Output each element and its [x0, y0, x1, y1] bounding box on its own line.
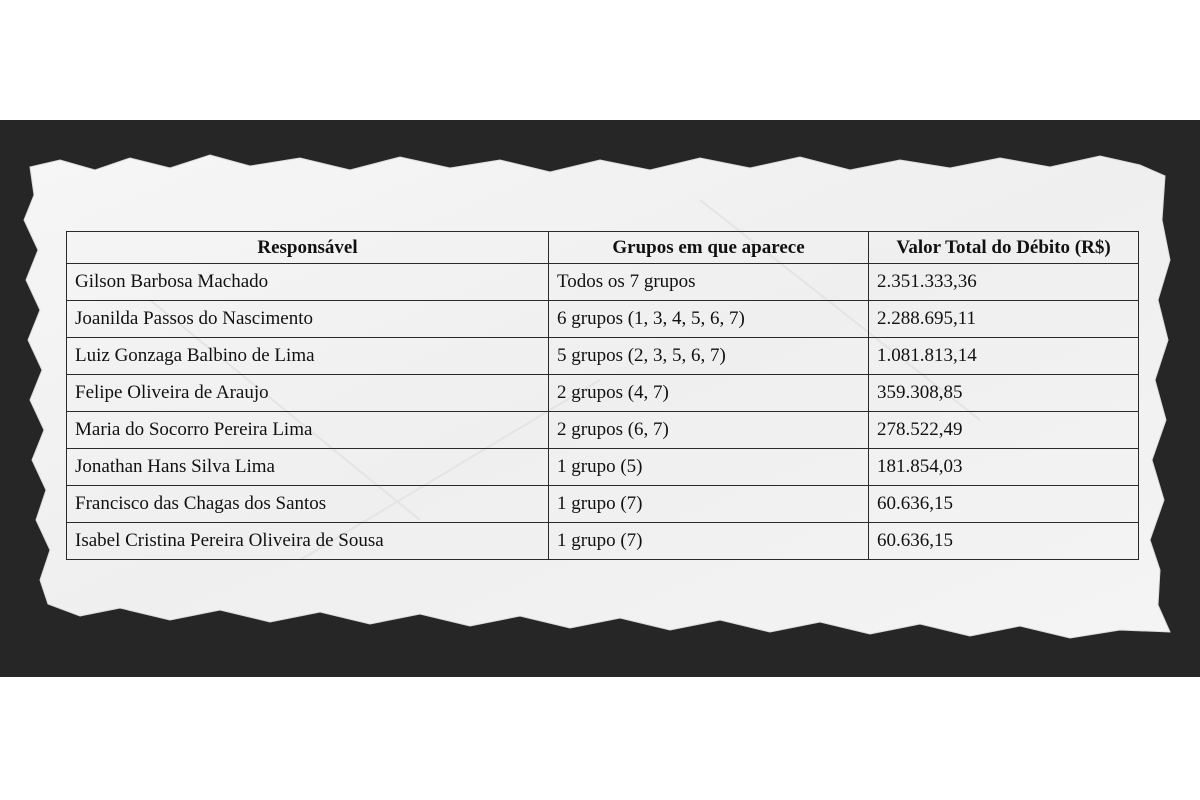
cell-responsavel: Luiz Gonzaga Balbino de Lima	[67, 338, 549, 375]
debt-table	[66, 231, 1139, 560]
header-responsavel: Responsável	[67, 232, 549, 264]
cell-valor: 359.308,85	[869, 375, 1139, 412]
cell-grupos: 6 grupos (1, 3, 4, 5, 6, 7)	[549, 301, 869, 338]
table-row	[67, 301, 1139, 338]
cell-responsavel: Maria do Socorro Pereira Lima	[67, 412, 549, 449]
table-header-row	[67, 232, 1139, 264]
table-row	[67, 264, 1139, 301]
cell-valor: 60.636,15	[869, 486, 1139, 523]
table-row	[67, 523, 1139, 560]
table-row	[67, 486, 1139, 523]
cell-grupos: 1 grupo (7)	[549, 486, 869, 523]
header-grupos: Grupos em que aparece	[549, 232, 869, 264]
cell-responsavel: Felipe Oliveira de Araujo	[67, 375, 549, 412]
cell-grupos: 1 grupo (5)	[549, 449, 869, 486]
cell-valor: 2.288.695,11	[869, 301, 1139, 338]
cell-grupos: 5 grupos (2, 3, 5, 6, 7)	[549, 338, 869, 375]
cell-responsavel: Joanilda Passos do Nascimento	[67, 301, 549, 338]
cell-grupos: Todos os 7 grupos	[549, 264, 869, 301]
cell-grupos: 1 grupo (7)	[549, 523, 869, 560]
cell-responsavel: Francisco das Chagas dos Santos	[67, 486, 549, 523]
header-valor: Valor Total do Débito (R$)	[869, 232, 1139, 264]
cell-responsavel: Isabel Cristina Pereira Oliveira de Sousa	[67, 523, 549, 560]
cell-responsavel: Gilson Barbosa Machado	[67, 264, 549, 301]
cell-valor: 1.081.813,14	[869, 338, 1139, 375]
table-row	[67, 449, 1139, 486]
table-row	[67, 375, 1139, 412]
cell-valor: 2.351.333,36	[869, 264, 1139, 301]
debt-table-container	[66, 231, 1138, 560]
cell-valor: 60.636,15	[869, 523, 1139, 560]
cell-grupos: 2 grupos (6, 7)	[549, 412, 869, 449]
table-row	[67, 338, 1139, 375]
cell-grupos: 2 grupos (4, 7)	[549, 375, 869, 412]
cell-valor: 181.854,03	[869, 449, 1139, 486]
cell-valor: 278.522,49	[869, 412, 1139, 449]
cell-responsavel: Jonathan Hans Silva Lima	[67, 449, 549, 486]
table-row	[67, 412, 1139, 449]
